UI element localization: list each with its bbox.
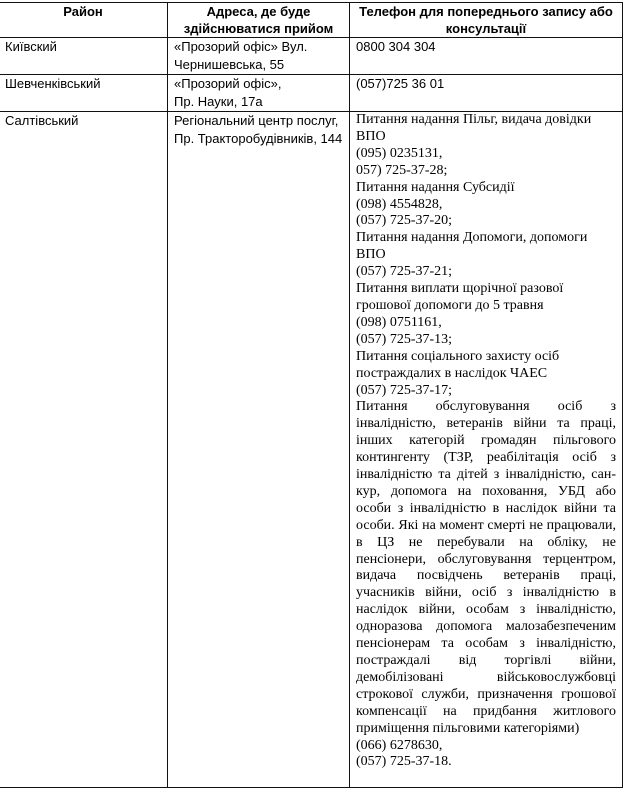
service-phone: (066) 6278630, bbox=[356, 737, 443, 753]
table-row bbox=[0, 75, 623, 112]
address-line: Пр. Тракторобудівників, 144 bbox=[174, 131, 343, 146]
phone-cell: 0800 304 304 bbox=[350, 38, 623, 75]
table-row bbox=[0, 38, 623, 75]
table-row bbox=[0, 112, 623, 788]
service-topic: Питання надання Субсидії bbox=[356, 179, 515, 195]
phone-cell: (057)725 36 01 bbox=[350, 75, 623, 112]
district-cell: Шевченківський bbox=[0, 75, 168, 112]
service-topic: Питання надання Допомоги, допомоги ВПО bbox=[356, 230, 588, 263]
address-cell bbox=[168, 75, 350, 112]
header-district: Район bbox=[0, 3, 168, 38]
address-line: Пр. Науки, 17а bbox=[174, 94, 263, 109]
service-phone: 057) 725-37-28; bbox=[356, 162, 448, 178]
header-phone: Телефон для попереднього запису або консультації bbox=[350, 3, 623, 38]
address-line: Чернишевська, 55 bbox=[174, 57, 285, 72]
address-line: «Прозорий офіс», bbox=[174, 76, 282, 91]
service-phone: (057) 725-37-21; bbox=[356, 264, 453, 280]
header-address: Адреса, де буде здійснюватися прийом bbox=[168, 3, 350, 38]
service-phone: (095) 0235131, bbox=[356, 145, 443, 161]
address-cell bbox=[168, 38, 350, 75]
district-cell: Салтівський bbox=[0, 112, 168, 788]
service-phone: (057) 725-37-20; bbox=[356, 213, 453, 229]
district-cell: Київский bbox=[0, 38, 168, 75]
service-phone: (057) 725-37-13; bbox=[356, 331, 453, 347]
service-phone: (098) 0751161, bbox=[356, 314, 442, 330]
service-topic: Питання соціального захисту осіб постраждалих в наслідок ЧАЕС bbox=[356, 348, 560, 381]
table-header-row bbox=[0, 3, 623, 38]
contacts-table bbox=[0, 2, 623, 788]
address-cell bbox=[168, 112, 350, 788]
service-phone: (057) 725-37-18. bbox=[356, 754, 452, 770]
service-topic: Питання надання Пільг, видача довідки ВПО bbox=[356, 112, 592, 144]
service-phone: (098) 4554828, bbox=[356, 196, 443, 212]
services-phone-cell bbox=[350, 112, 623, 788]
address-line: Регіональний центр послуг, bbox=[174, 113, 339, 128]
service-phone: (057) 725-37-17; bbox=[356, 382, 453, 398]
service-topic: Питання обслуговування осіб з інвалідністю, ветеранів війни та праці, інших категорій громадян пільгового контингенту (ТЗР, реабілітація осіб з інвалідністю та дітей з інвалідністю, сан-кур, допомога на поховання, УБД або особи з інвалідністю в наслідок війни та особи. Які на момент смерті не працювали, в ЦЗ не перебували на обліку, не пенсіонери, обслуговування терцентром, видача посвідчень ветеранів праці, учасників війни, осіб з інвалідністю в наслідок війни, особам з інвалідністю, одноразова допомога малозабезпеченим пенсіонерам та особам з інвалідністю, постраждалі від торгівлі війни, демобілізовані військовослужбовці строкової служби, призначення грошової компенсації на придбання житлового приміщення пільговими категоріями) bbox=[356, 399, 616, 736]
address-line: «Прозорий офіс» Вул. bbox=[174, 39, 308, 54]
service-topic: Питання виплати щорічної разової грошової допомоги до 5 травня bbox=[356, 281, 564, 313]
